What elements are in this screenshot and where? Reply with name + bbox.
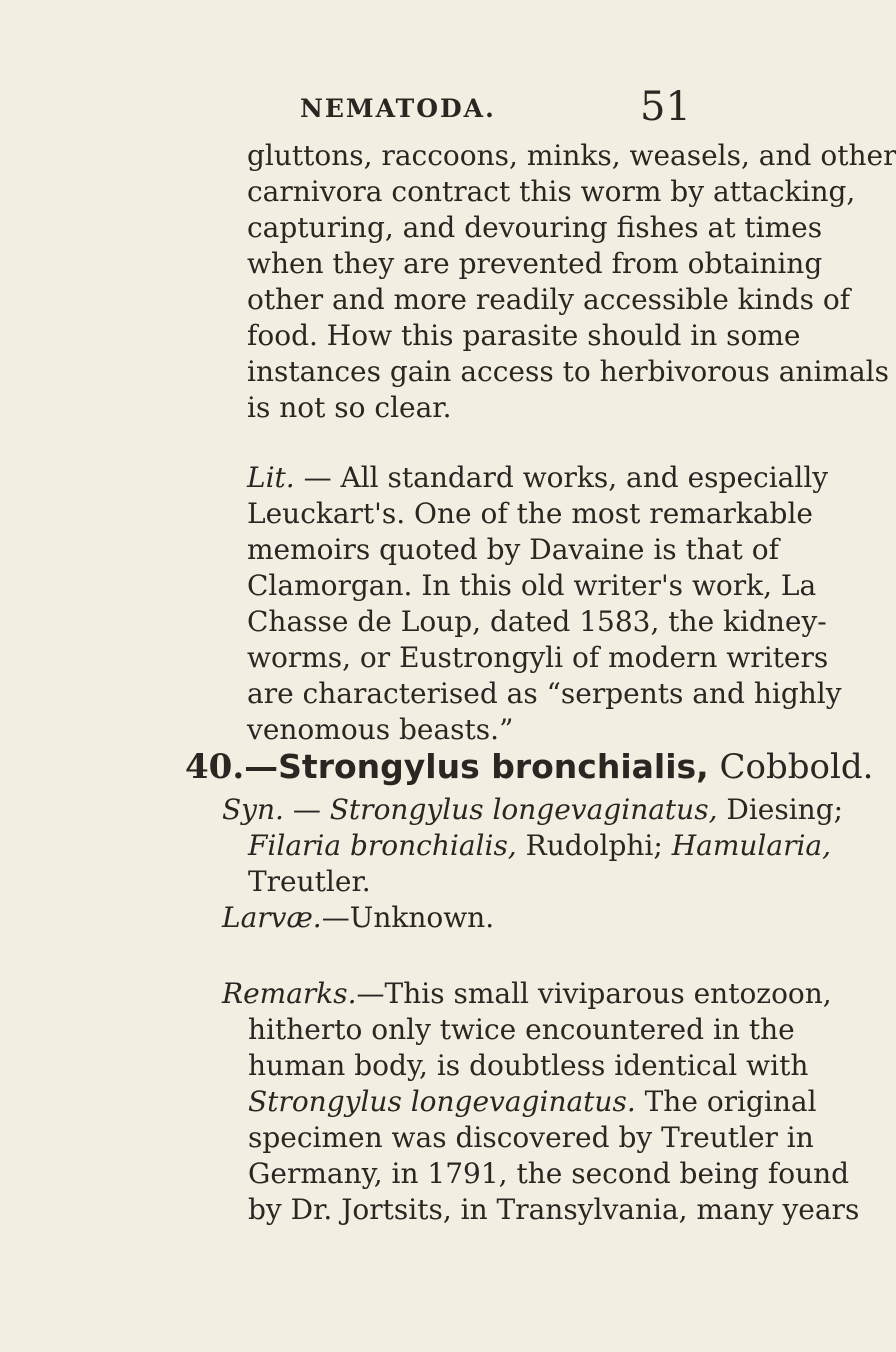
text-line: Germany, in 1791, the second being found	[248, 1157, 850, 1190]
page-number: 51	[640, 84, 691, 130]
text-line: are characterised as “serpents and highly	[247, 677, 842, 710]
text-line: Clamorgan. In this old writer's work, La	[247, 569, 817, 602]
running-title: NEMATODA.	[300, 94, 496, 123]
species-name: Strongylus bronchialis,	[278, 747, 709, 786]
text-line: other and more readily accessible kinds of	[247, 283, 851, 316]
larvae-text: —Unknown.	[321, 901, 495, 934]
text-line: specimen was discovered by Treutler in	[248, 1121, 814, 1154]
text-line: food. How this parasite should in some	[247, 319, 801, 352]
text-line: gluttons, raccoons, minks, weasels, and other	[247, 139, 896, 172]
text-line: Treutler.	[248, 865, 371, 898]
remarks-label: Remarks.	[222, 977, 357, 1010]
remarks-italic-name: Strongylus longevaginatus.	[248, 1085, 636, 1118]
syn-author-1: Diesing;	[717, 793, 844, 826]
text-line: human body, is doubtless identical with	[248, 1049, 809, 1082]
species-authority: Cobbold.	[708, 747, 874, 787]
text-line: instances gain access to herbivorous animals	[247, 355, 889, 388]
text-line	[222, 1084, 859, 1120]
remarks-first: —This small viviparous entozoon,	[356, 977, 832, 1010]
text-line: is not so clear.	[247, 391, 452, 424]
text-line: Chasse de Loup, dated 1583, the kidney-	[247, 605, 827, 638]
syn-author-2: Rudolphi;	[516, 829, 663, 862]
text-line	[222, 792, 843, 828]
syn-name-1: Strongylus longevaginatus,	[329, 793, 718, 826]
paragraph-literature	[247, 460, 842, 748]
text-line	[222, 900, 843, 936]
syn-name-2: Filaria bronchialis,	[248, 829, 517, 862]
syn-label: Syn.	[222, 793, 284, 826]
text-line: worms, or Eustrongyli of modern writers	[247, 641, 829, 674]
text-line: venomous beasts.”	[247, 713, 514, 746]
synonyms-block	[222, 792, 843, 936]
text-line: by Dr. Jortsits, in Transylvania, many years	[248, 1193, 860, 1226]
lit-label: Lit.	[247, 461, 295, 494]
paragraph-carnivora	[247, 138, 896, 426]
larvae-label: Larvæ.	[222, 901, 322, 934]
text-line: hitherto only twice encountered in the	[248, 1013, 795, 1046]
text-line	[247, 460, 842, 496]
remarks-after-name: The original	[635, 1085, 817, 1118]
syn-name-3: Hamularia,	[671, 829, 832, 862]
remarks-block	[222, 976, 859, 1228]
species-heading	[185, 747, 873, 787]
text-line: when they are prevented from obtaining	[247, 247, 823, 280]
text-line: Leuckart's. One of the most remarkable	[247, 497, 814, 530]
page-header	[0, 84, 800, 132]
text-line: capturing, and devouring fishes at times	[247, 211, 823, 244]
text-line	[222, 828, 843, 864]
syn-sep: —	[283, 793, 330, 826]
text-line: memoirs quoted by Davaine is that of	[247, 533, 779, 566]
text-line	[222, 976, 859, 1012]
species-dash: —	[244, 747, 279, 787]
lit-first-line: — All standard works, and especially	[294, 461, 829, 494]
species-number: 40.	[185, 747, 245, 787]
text-line: carnivora contract this worm by attacking,	[247, 175, 856, 208]
